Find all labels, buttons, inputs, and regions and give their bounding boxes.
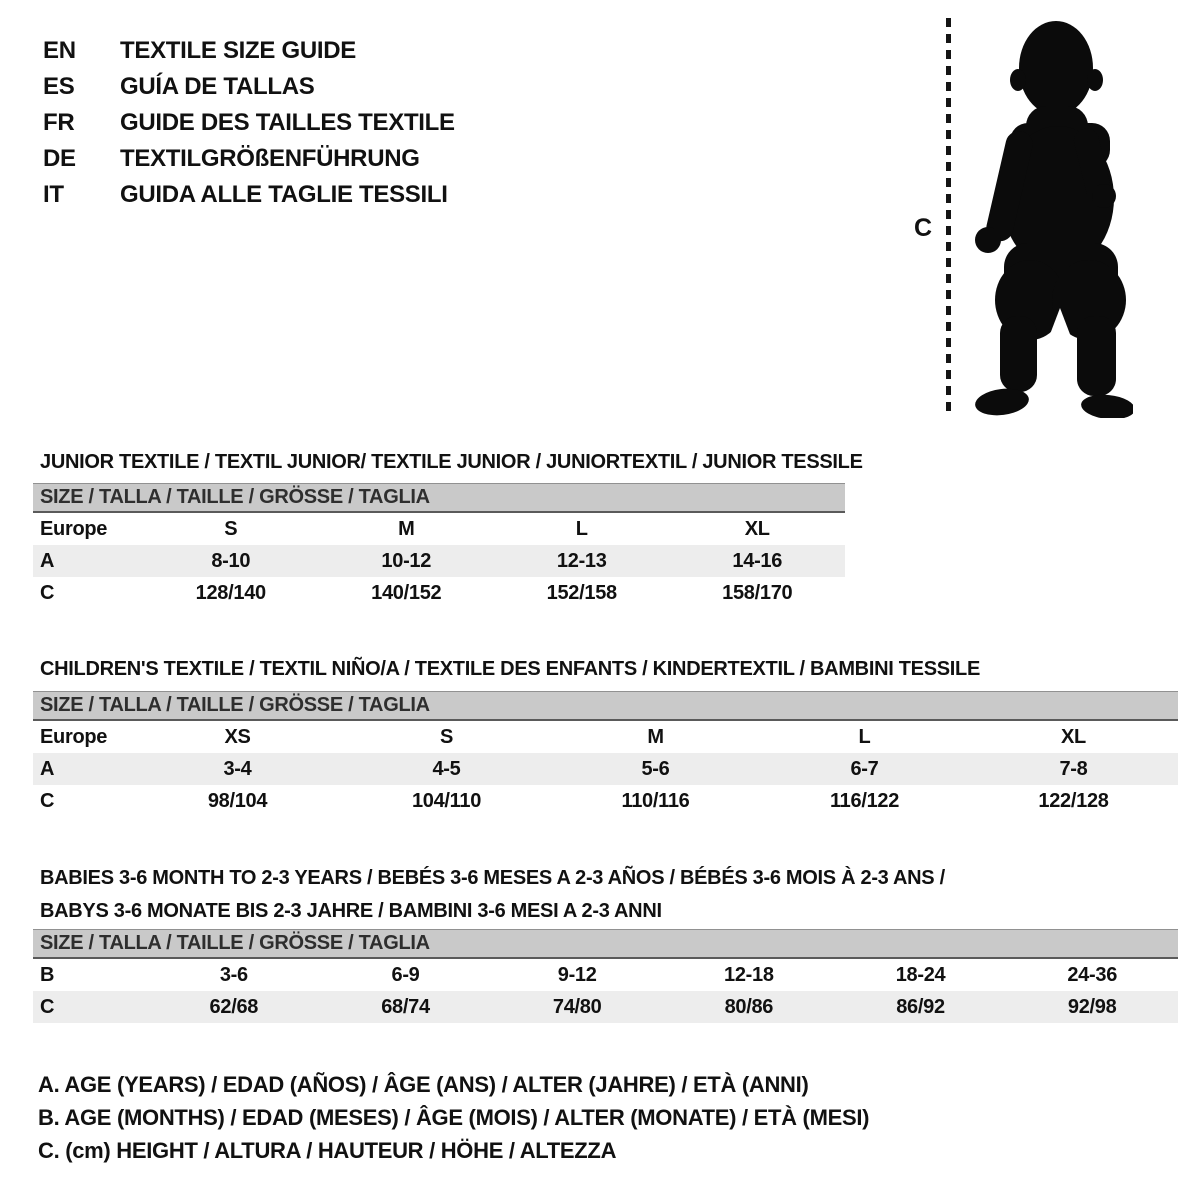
- size-cell: S: [224, 517, 238, 540]
- guide-title: TEXTILGRÖßENFÜHRUNG: [120, 145, 420, 172]
- language-row-en: [43, 33, 455, 69]
- size-cell: L: [858, 725, 871, 748]
- value-cell: 5-6: [641, 757, 670, 780]
- value-cell: 80/86: [724, 995, 774, 1018]
- table-row-height: [33, 577, 845, 609]
- value-cell: 68/74: [381, 995, 430, 1018]
- value-cell: 110/116: [621, 789, 690, 812]
- value-cell: 98/104: [207, 789, 268, 812]
- value-cell: 158/170: [722, 581, 793, 604]
- height-dashed-line: [946, 18, 951, 416]
- value-cell: 24-36: [1067, 963, 1118, 986]
- row-label-cell: C: [40, 581, 55, 604]
- size-table-children: [33, 691, 1178, 817]
- measure-legend: [38, 1068, 869, 1167]
- value-cell: 18-24: [895, 963, 946, 986]
- section-title-babies-line1: BABIES 3-6 MONTH TO 2-3 YEARS / BEBÉS 3-6 MESES A 2-3 AÑOS / BÉBÉS 3-6 MOIS À 2-3 ANS /: [40, 866, 945, 889]
- section-title-babies-line2: BABYS 3-6 MONATE BIS 2-3 JAHRE / BAMBINI 3-6 MESI A 2-3 ANNI: [40, 899, 662, 922]
- guide-title: TEXTILE SIZE GUIDE: [120, 37, 356, 64]
- value-cell: 14-16: [732, 549, 783, 572]
- language-code: DE: [43, 145, 76, 172]
- value-cell: 7-8: [1059, 757, 1088, 780]
- size-cell: M: [647, 725, 664, 748]
- height-measure-label: C: [914, 214, 932, 242]
- value-cell: 3-4: [223, 757, 252, 780]
- language-code: ES: [43, 73, 75, 100]
- value-cell: 6-9: [391, 963, 420, 986]
- size-cell: S: [439, 725, 454, 748]
- value-cell: 4-5: [432, 757, 461, 780]
- table-header: SIZE / TALLA / TAILLE / GRÖSSE / TAGLIA: [33, 483, 845, 513]
- value-cell: 86/92: [896, 995, 945, 1018]
- size-cell: XL: [744, 517, 770, 540]
- row-label-cell: Europe: [40, 517, 108, 540]
- guide-title: GUÍA DE TALLAS: [120, 73, 315, 100]
- guide-title: GUIDE DES TAILLES TEXTILE: [120, 109, 455, 136]
- language-title-list: [43, 33, 455, 213]
- size-cell: XS: [224, 725, 251, 748]
- value-cell: 10-12: [381, 549, 432, 572]
- language-row-fr: [43, 105, 455, 141]
- value-cell: 140/152: [371, 581, 442, 604]
- size-cell: M: [398, 517, 415, 540]
- size-table-junior: [33, 483, 845, 609]
- legend-age-years: A. AGE (YEARS) / EDAD (AÑOS) / ÂGE (ANS) / ALTER (JAHRE) / ETÀ (ANNI): [38, 1071, 809, 1097]
- section-title-junior: JUNIOR TEXTILE / TEXTIL JUNIOR/ TEXTILE JUNIOR / JUNIORTEXTIL / JUNIOR TESSILE: [40, 450, 863, 473]
- table-row-months: [33, 959, 1178, 991]
- table-row-height: [33, 991, 1178, 1023]
- legend-age-months: B. AGE (MONTHS) / EDAD (MESES) / ÂGE (MOIS) / ALTER (MONATE) / ETÀ (MESI): [38, 1104, 870, 1130]
- value-cell: 104/110: [411, 789, 482, 812]
- row-label-cell: C: [40, 789, 55, 812]
- size-cell: L: [575, 517, 588, 540]
- section-title-babies: [40, 862, 945, 928]
- language-code: FR: [43, 109, 75, 136]
- value-cell: 128/140: [195, 581, 266, 604]
- language-row-es: [43, 69, 455, 105]
- value-cell: 3-6: [219, 963, 248, 986]
- row-label-cell: A: [40, 549, 55, 572]
- value-cell: 12-13: [556, 549, 607, 572]
- section-title-children: CHILDREN'S TEXTILE / TEXTIL NIÑO/A / TEXTILE DES ENFANTS / KINDERTEXTIL / BAMBINI TESSILE: [40, 657, 980, 680]
- value-cell: 9-12: [557, 963, 597, 986]
- table-header: SIZE / TALLA / TAILLE / GRÖSSE / TAGLIA: [33, 929, 1178, 959]
- table-row-age: [33, 545, 845, 577]
- toddler-silhouette-icon: [968, 18, 1133, 418]
- language-code: EN: [43, 37, 76, 64]
- value-cell: 74/80: [552, 995, 602, 1018]
- table-row-europe: [33, 513, 845, 545]
- value-cell: 152/158: [546, 581, 617, 604]
- table-header: SIZE / TALLA / TAILLE / GRÖSSE / TAGLIA: [33, 691, 1178, 721]
- language-row-it: [43, 177, 455, 213]
- size-table-babies: [33, 929, 1178, 1023]
- value-cell: 6-7: [850, 757, 879, 780]
- value-cell: 62/68: [209, 995, 259, 1018]
- size-cell: XL: [1061, 725, 1086, 748]
- value-cell: 116/122: [829, 789, 900, 812]
- language-row-de: [43, 141, 455, 177]
- row-label-cell: B: [40, 963, 55, 986]
- value-cell: 122/128: [1038, 789, 1109, 812]
- table-row-age: [33, 753, 1178, 785]
- table-row-height: [33, 785, 1178, 817]
- guide-title: GUIDA ALLE TAGLIE TESSILI: [120, 181, 448, 208]
- legend-height-cm: C. (cm) HEIGHT / ALTURA / HAUTEUR / HÖHE / ALTEZZA: [38, 1137, 617, 1163]
- value-cell: 12-18: [724, 963, 774, 986]
- row-label-cell: A: [40, 757, 55, 780]
- value-cell: 92/98: [1067, 995, 1117, 1018]
- row-label-cell: C: [40, 995, 55, 1018]
- row-label-cell: Europe: [40, 725, 108, 748]
- table-row-europe: [33, 721, 1178, 753]
- value-cell: 8-10: [211, 549, 251, 572]
- language-code: IT: [43, 181, 64, 208]
